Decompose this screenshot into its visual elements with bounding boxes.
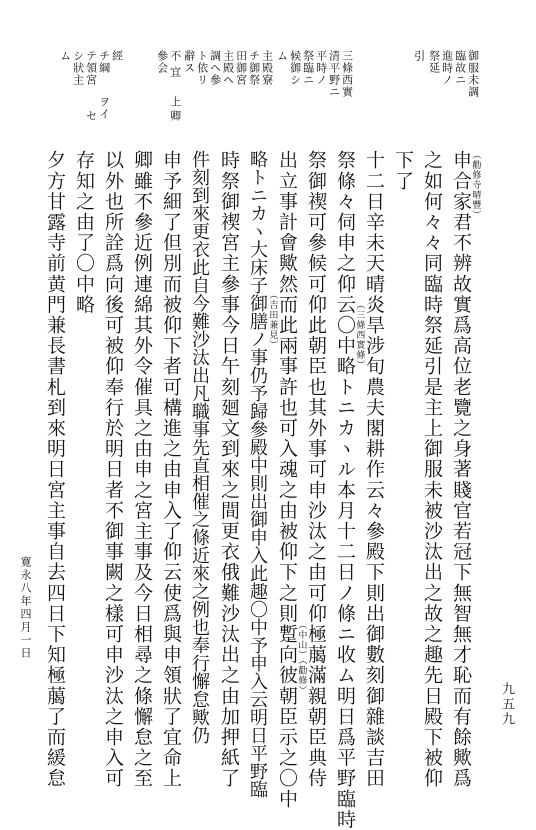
headnote: 宜	[168, 66, 182, 78]
body-column: 出立事計會歟然而此兩事許也可入魂之由被仰下之則蹔向彼朝臣示之〇中	[276, 150, 298, 810]
body-column: 以外也所詮爲向後可被仰奉行於明日者不御事闕之樣可申沙汰之申入可	[102, 150, 124, 789]
headnote: 上	[168, 96, 182, 108]
body-column: 下了	[392, 150, 414, 192]
headnote: チ綱	[97, 50, 111, 74]
headnote: 田御宮	[234, 50, 248, 86]
headnote: 候御シ	[288, 50, 302, 86]
body-column: 祭御禊可參候可仰此朝臣也其外事可申沙汰之由可仰極﨟滿親朝臣典侍	[305, 150, 327, 789]
body-column: 申予細了但別而被仰下者可構進之由申入了仰云使爲與申領狀了宜命上	[160, 150, 182, 789]
headnote: 御服未調	[466, 50, 480, 98]
body-column: 件刻到來更衣此自今難沙汰出凡職事先直相催之條近來之例也奉行懈怠歟仍	[189, 150, 210, 744]
headnote: 不	[168, 50, 182, 62]
headnote: 平時ノ	[314, 50, 328, 86]
body-column: 略トニカヽ大床子御膳ノ事仍予歸參殿中則出御申入此趣〇中予申入云明日平野臨	[247, 150, 268, 798]
headnote: テ領宮	[84, 50, 98, 86]
headnote: シ狀主	[71, 50, 85, 86]
interlinear-gloss: （三條西實條）	[354, 300, 365, 370]
headnote: 主殿ヘ	[221, 50, 235, 86]
headnote: 祭臨ニ	[301, 50, 315, 86]
headnote: 參会	[155, 50, 169, 74]
headnote: ム	[275, 50, 289, 62]
side-date: 寛永八年四月一日	[19, 556, 32, 660]
headnote: 引	[412, 50, 426, 62]
body-column: 申合家君不辨故實爲高位老覽之身著賤官若冠下無智無才恥而有餘歟爲	[450, 150, 472, 789]
body-column: 祭條々伺申之仰云〇中略トニカヽル本月十二日ノ條ニ收ム明日爲平野臨時	[334, 150, 356, 830]
headnote: 經	[110, 50, 124, 62]
headnote: ト依リ	[195, 50, 209, 86]
body-column: 時祭御禊宮主參事今日午刻廻文到來之間更衣俄難沙汰出之由加押紙了	[218, 150, 240, 789]
interlinear-gloss: （中山）（勸修）	[296, 620, 307, 696]
headnote: 臨故ニ	[453, 50, 467, 86]
headnote: 進時ノ	[440, 50, 454, 86]
headnote: 調ヘ參	[208, 50, 222, 86]
headnote: 卿	[168, 110, 182, 122]
headnote: セ	[84, 110, 98, 122]
headnote: 三條西實	[340, 50, 354, 98]
body-column: 卿雖不參近例連綿其外令催具之由申之宮主事及今日相尋之條懈怠之至	[131, 150, 153, 789]
headnote: 辭ス	[182, 50, 196, 74]
page-number: 九五九	[499, 682, 514, 727]
headnote: 清平野ニ	[327, 50, 341, 98]
interlinear-gloss: （勸修寺晴豐）	[470, 150, 481, 220]
headnote: ヲイ	[97, 96, 111, 120]
interlinear-gloss: （吉田兼見）	[267, 290, 278, 350]
headnote: 主殿寮	[260, 50, 274, 86]
headnote: チ御祭	[247, 50, 261, 86]
body-column: 存知之由了〇中略	[73, 150, 95, 315]
body-column: 十二日辛未天晴炎旱涉旬農夫閣耕作云々參殿下則出御數刻御雜談吉田	[363, 150, 385, 789]
headnote: 祭延	[427, 50, 441, 74]
body-column: 夕方甘露寺前黄門兼長書札到來明日宮主事自去四日下知極﨟了而緩怠	[44, 150, 66, 789]
headnote: ム	[58, 50, 72, 62]
body-column: 之如何々々同臨時祭延引是主上御服未被沙汰出之故之趣先日殿下被仰	[421, 150, 443, 789]
